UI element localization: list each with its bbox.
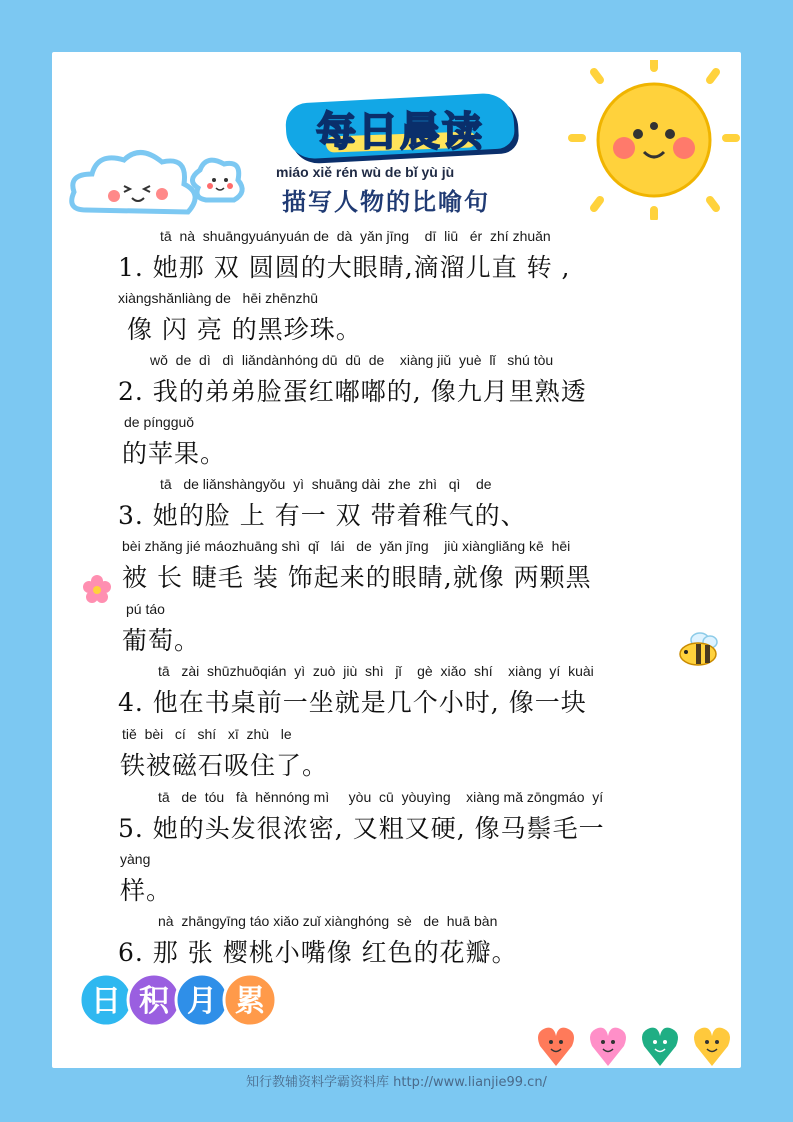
page-title: 每日晨读	[316, 109, 484, 155]
pinyin-line: tā nà shuāngyuányuán de dà yǎn jīng dī liū ér zhí zhuǎn	[160, 228, 551, 244]
pinyin-line: tā de liǎnshàngyǒu yì shuāng dài zhe zhì qì de	[160, 476, 492, 492]
pinyin-line: bèi zhǎng jié máozhuāng shì qǐ lái de yǎn jīng jiù xiàngliǎng kē hēi	[122, 538, 571, 554]
sentence-line: 5. 她的头发很浓密, 又粗又硬, 像马鬃毛一	[118, 814, 605, 843]
badge-char: 日	[91, 984, 121, 1019]
title-banner	[286, 90, 514, 156]
pinyin-line: de píngguǒ	[124, 414, 195, 430]
pinyin-line: tiě bèi cí shí xī zhù le	[122, 726, 292, 742]
badge-char: 累	[235, 984, 265, 1019]
sun-icon	[564, 60, 744, 220]
daily-accumulation-badge	[78, 970, 278, 1030]
sentence-line: 样。	[120, 876, 173, 905]
badge-char: 月	[187, 984, 217, 1019]
sentence-line: 的苹果。	[122, 439, 227, 468]
pinyin-line: tā de tóu fà hěnnóng mì yòu cū yòuyìng xiàng mǎ zōngmáo yí	[158, 789, 604, 805]
flower-icon	[82, 574, 112, 604]
sentence-line: 被 长 睫毛 装 饰起来的眼睛,就像 两颗黑	[122, 563, 592, 592]
heart-icon	[590, 1028, 626, 1066]
pinyin-line: tā zài shūzhuōqián yì zuò jiù shì jǐ gè xiǎo shí xiàng yí kuài	[158, 663, 594, 679]
sentence-line: 2. 我的弟弟脸蛋红嘟嘟的, 像九月里熟透	[118, 377, 587, 406]
subtitle-pinyin: miáo xiě rén wù de bǐ yù jù	[276, 164, 455, 180]
sentence-line: 铁被磁石吸住了。	[120, 751, 329, 780]
sentence-line: 6. 那 张 樱桃小嘴像 红色的花瓣。	[118, 938, 518, 967]
pinyin-line: pú táo	[126, 601, 165, 617]
sentence-line: 4. 他在书桌前一坐就是几个小时, 像一块	[118, 688, 587, 717]
sentence-line: 3. 她的脸 上 有一 双 带着稚气的、	[118, 501, 527, 530]
bee-icon	[672, 630, 722, 670]
sentence-line: 1. 她那 双 圆圆的大眼睛,滴溜儿直 转 ,	[118, 253, 571, 282]
sentence-line: 葡萄。	[122, 626, 201, 655]
subtitle: 描写人物的比喻句	[282, 187, 490, 216]
heart-icon	[642, 1028, 678, 1066]
hearts-decoration	[536, 1022, 736, 1072]
heart-icon	[538, 1028, 574, 1066]
badge-char: 积	[139, 984, 169, 1019]
heart-icon	[694, 1028, 730, 1066]
cloud-icon	[66, 140, 246, 230]
pinyin-line: yàng	[120, 851, 151, 867]
sentence-line: 像 闪 亮 的黑珍珠。	[118, 315, 362, 344]
pinyin-line: wǒ de dì dì liǎndànhóng dū dū de xiàng jiǔ yuè lǐ shú tòu	[150, 352, 554, 368]
footer-watermark: 知行教辅资料学霸资料库 http://www.lianjie99.cn/	[246, 1075, 547, 1090]
pinyin-line: xiàngshǎnliàng de hēi zhēnzhū	[118, 290, 319, 306]
pinyin-line: nà zhāngyīng táo xiǎo zuǐ xiànghóng sè de huā bàn	[158, 913, 498, 929]
